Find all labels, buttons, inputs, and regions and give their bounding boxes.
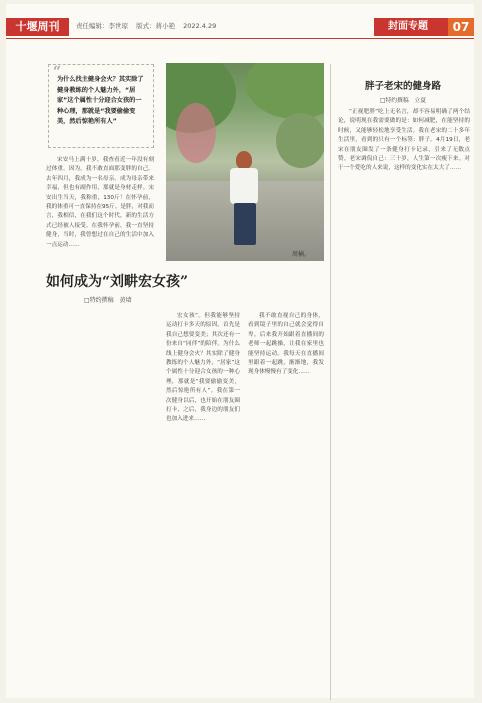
quote-icon: “ <box>53 64 62 80</box>
column-1-text: 宋安马上满十岁，我查看近一年没有刻过体重。因为，我不敢直面那变胖的自己。去年四月，我成为一名母亲。成为母亲带来幸福，但也有副作用，那就是身材走样。宋安出生当天，我称重，130斤！在怀孕前，我的体重可一直保持在95斤。是胖，对我而言，我相信，在我们这个时代，新的生活方式已经被人接受。在我怀孕前，我一直坚持健身，当时，我曾想过在自己的生活中加入一点运动…… <box>46 157 154 248</box>
article-column-1 <box>46 156 154 694</box>
photo-caption: 周楠。 <box>292 251 311 258</box>
layout-credit: 版式：蒋小艳 <box>136 22 176 30</box>
sidebar-title: 胖子老宋的健身路 <box>364 81 441 92</box>
tree-foliage <box>246 63 324 119</box>
section-name: 封面专题 <box>388 21 428 32</box>
column-2-text: 宏女孩”。但我能够坚持运动打卡多天的原因，首先是我自己想要变美；其次还有一份来自“同伴”的陪伴。为什么线上健身会火？其实除了健身教练的个人魅力外，“居家”这个属性十分迎合女孩的一种心理，那就是“我要偷偷变美，然后惊艳所有人”。我在第一次健身以后，也开始在朋友圈打卡，之后，我身边的朋友们也加入进来…… <box>166 313 240 423</box>
page-number: 07 <box>448 18 474 36</box>
article-byline: □特约撰稿 黄墙 <box>84 297 132 304</box>
article-column-3 <box>248 312 324 694</box>
header-meta <box>76 21 222 30</box>
issue-date: 2022.4.29 <box>183 22 217 30</box>
pull-quote-box <box>48 64 154 148</box>
editor-credit: 责任编辑：李世琼 <box>76 22 128 30</box>
column-divider <box>330 64 331 700</box>
article-column-2 <box>166 312 240 694</box>
header-rule <box>6 38 474 39</box>
tree-foliage <box>276 113 324 168</box>
article-title: 如何成为“刘畊宏女孩” <box>46 274 189 290</box>
person-shirt <box>230 168 258 204</box>
person-head <box>236 151 252 169</box>
newspaper-page <box>6 4 474 698</box>
blossom-tree <box>176 103 216 163</box>
paper-name: 十堰周刊 <box>6 18 69 36</box>
pull-quote-text: 为什么找主健身会火？其实除了健身教练的个人魅力外，“居家”这个属性十分迎合女孩的一种心理，那就是“我要偷偷变美，然后惊艳所有人” <box>57 76 144 125</box>
article-photo <box>166 63 324 261</box>
sidebar-byline: □特约撰稿 立夏 <box>379 98 427 104</box>
sidebar-column <box>338 108 470 694</box>
page-header <box>6 18 474 36</box>
column-3-text: 我不敢直视自己的身体，看到镜子里的自己就会觉得自卑。后来我开始跟着直播间的老师一起跳操，让我在家里也能坚持运动。我每天在直播间里跟着一起跳，渐渐地，我发现身体慢慢有了变化…… <box>248 313 324 376</box>
section-banner <box>374 18 474 36</box>
person-jeans <box>234 203 256 245</box>
sidebar-text: “正视肥胖”吃上无名言，却不容易明确了两个结论，说明现在我需要做的是：如何减肥，在能坚持的时候，又能够轻松地享受生活。我在老宋的二十多年生活里，看到的只有一个标签：胖子。4月19日，老宋在朋友圈发了一条健身打卡记录，引来了无数点赞。老宋调侃自己：三十岁，人生第一次瘦下来。对于一个爱吃的人来说，这样的变化实在太大了…… <box>338 109 470 172</box>
